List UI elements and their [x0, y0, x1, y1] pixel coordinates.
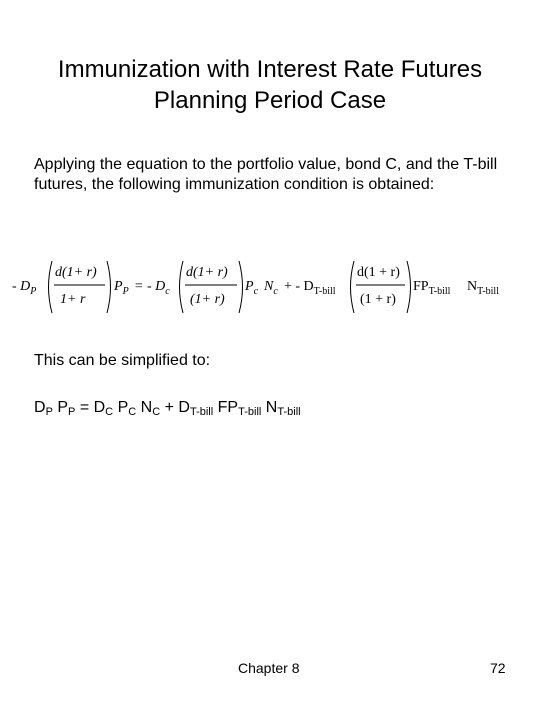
slide-title	[0, 54, 540, 116]
eq-term-equals-dc: = - $D_c$	[134, 279, 170, 297]
equation-graphic	[12, 258, 518, 316]
intro-paragraph: Applying the equation to the portfolio value, bond C, and the T-bill futures, the following immunization condition is obtained:	[34, 156, 498, 193]
eq-term-pc: $P_c$	[245, 279, 259, 297]
eq-fraction-2	[180, 261, 243, 313]
eq-term-dp: - $D_P$	[12, 279, 37, 297]
eq-fraction-1-numerator: d(1+ r)	[55, 265, 97, 280]
eq-term-dtbill: + - $D_{T-bill}$	[284, 279, 336, 297]
eq-fraction-2-denominator: (1+ r)	[190, 292, 225, 307]
simplified-equation: $D_P$ $P_P = D_C$ $P_C$ $N_C + D_{T-bill}$ $FP_{T-bill}$ $N_{T-bill}$	[34, 399, 301, 418]
simplify-label: This can be simplified to:	[34, 352, 211, 369]
eq-fraction-3-numerator: d(1 + r)	[357, 265, 400, 280]
eq-fraction-1-denominator: 1+ r	[60, 292, 86, 307]
title-line-2: Planning Period Case	[153, 87, 387, 114]
eq-term-ntbill: $N_{T-bill}$	[467, 279, 499, 297]
eq-term-fptbill: $FP_{T-bill}$	[413, 279, 451, 297]
eq-fraction-3-denominator: (1 + r)	[360, 292, 396, 307]
title-line-1: Immunization with Interest Rate Futures	[57, 56, 483, 83]
eq-term-pp: $P_P$	[114, 279, 129, 297]
immunization-equation	[12, 258, 518, 316]
page-number: 72	[490, 660, 506, 676]
footer-chapter: Chapter 8	[238, 660, 300, 676]
eq-fraction-1	[49, 261, 111, 313]
eq-term-nc: $N_c$	[264, 279, 278, 297]
eq-fraction-3	[351, 261, 411, 313]
eq-fraction-2-numerator: d(1+ r)	[186, 265, 228, 280]
